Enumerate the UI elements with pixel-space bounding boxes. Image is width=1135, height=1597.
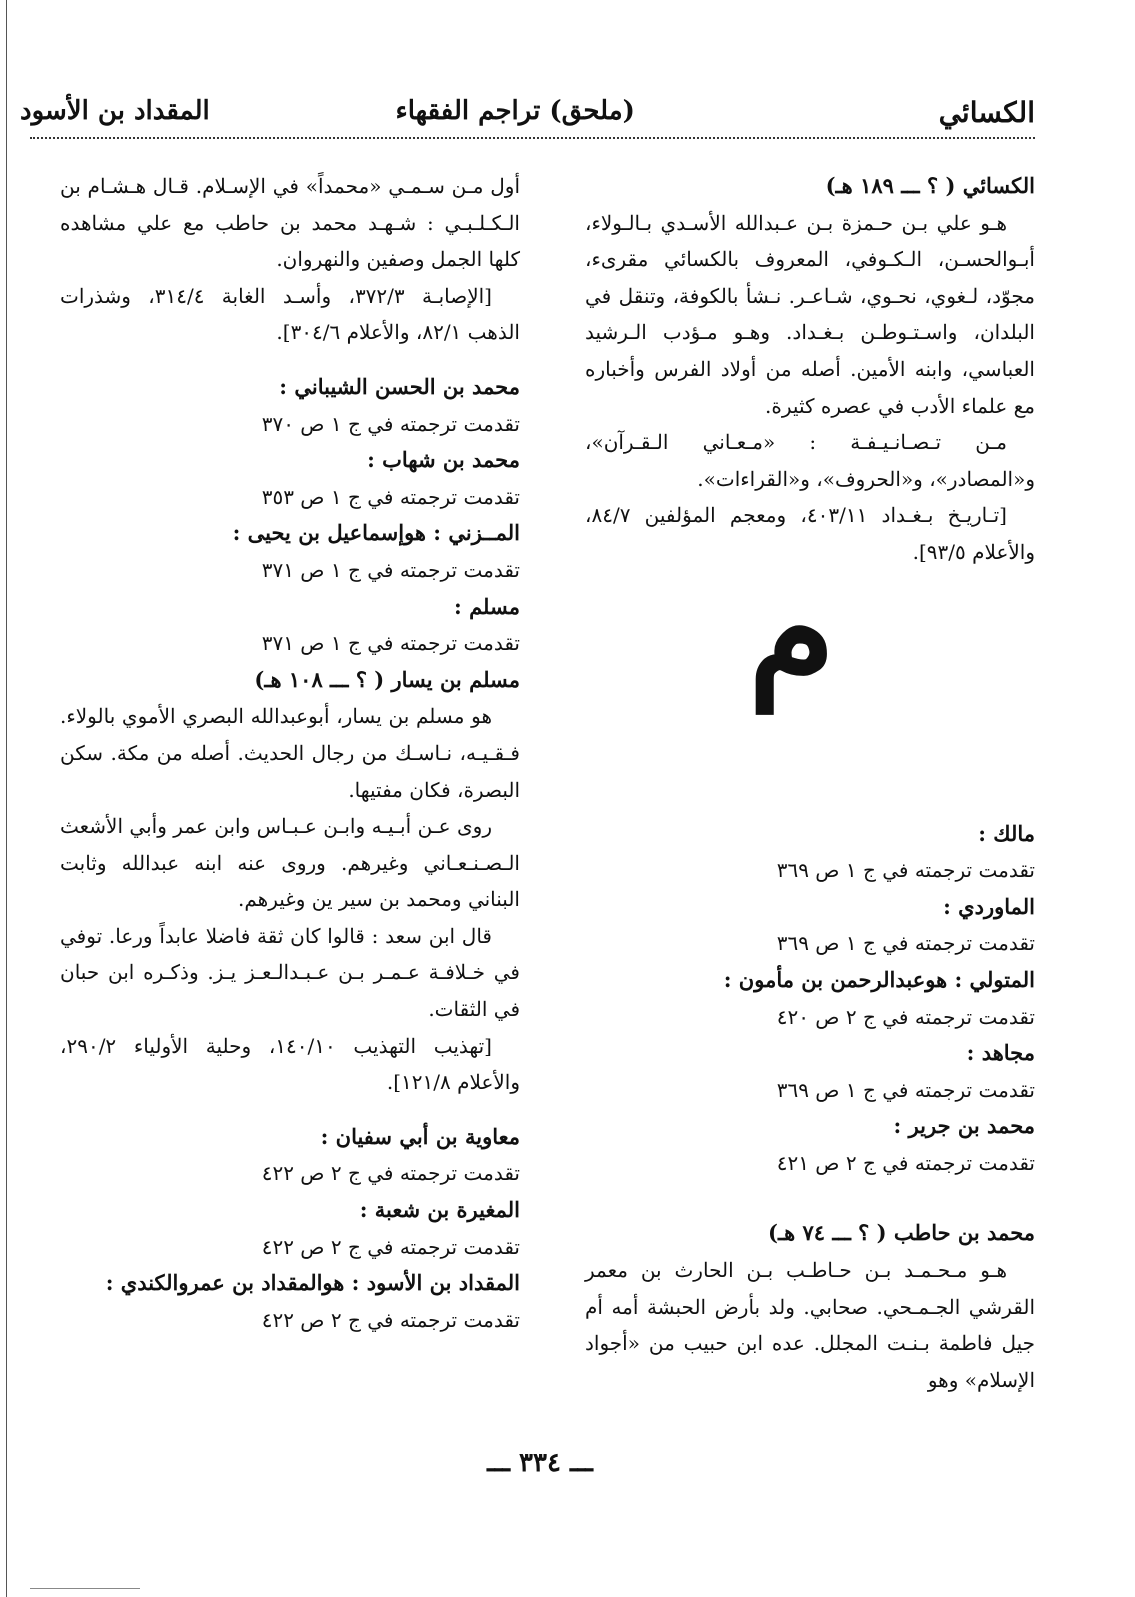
- entry-bio-yasar: هو مسلم بن يسار، أبوعبدالله البصري الأموي بالولاء. فـقـيـه، نـاسـك من رجال الحديث. أصله من مكة. سكن البصرة، فكان مفتيها.: [60, 704, 520, 802]
- entry-ref-shihab: تقدمت ترجمته في ج ١ ص ٣٥٣: [261, 484, 520, 509]
- entry-title-mutawalli: المتولي : هوعبدالرحمن بن مأمون :: [723, 966, 1035, 992]
- page-bottom-mark: [30, 1588, 140, 1589]
- entry-narr-yasar: روى عـن أبـيـه وابـن عـبـاس وابن عمر وأبي الأشعث الـصـنـعـاني وغيرهم. وروى عنه ابنه عبدالله وثابت البناني ومحمد بن سير ين وغيرهم.: [60, 814, 520, 912]
- entry-bio-kisai: هـو علي بـن حـمزة بـن عـبدالله الأسـدي بـالـولاء، أبـوالحسـن، الـكـوفي، المعروف بالكسائي مقرىء، مجوّد، لـغوي، نحـوي، شـاعـر. نـشأ بالكوفة، وتنقل في البلدان، واسـتـوطـن بـغـداد. وهـو مـؤدب الـرشيد العباسي، وابنه الأمين. أصله من أولاد الفرس وأخباره مع علماء الأدب في عصره كثيرة.: [585, 210, 1035, 418]
- entry-title-jarir: محمد بن جرير :: [893, 1113, 1035, 1139]
- section-letter: [585, 548, 1035, 816]
- header-center-title: (ملحق) تراجم الفقهاء: [395, 96, 635, 126]
- entry-title-yasar: مسلم بن يسار ( ؟ ـــ ١٠٨ هـ): [254, 666, 520, 692]
- entry-refs-kisai: [تـاريـخ بـغـداد ٤٠٣/١١، ومعجم المؤلفين ٨٤/٧، والأعلام ٩٣/٥].: [585, 503, 1035, 564]
- entry-title-malik: مالك :: [978, 820, 1035, 846]
- header-right-title: الكسائي: [938, 96, 1035, 129]
- entry-ref-mujahid: تقدمت ترجمته في ج ١ ص ٣٦٩: [776, 1077, 1035, 1102]
- entry-ref-mawardi: تقدمت ترجمته في ج ١ ص ٣٦٩: [776, 931, 1035, 956]
- entry-title-mujahid: مجاهد :: [966, 1040, 1035, 1066]
- entry-bio-hatib: هـو مـحـمـد بـن حـاطـب بـن الحارث بن معمر القرشي الجـمـحي. صحابي. ولد بأرض الحبشة أمه أم جيل فاطمة بـنـت المجلل. عده ابن حبيب من «أجواد الإسلام» وهو: [585, 1258, 1035, 1392]
- entry-title-kisai: الكسائي ( ؟ ـــ ١٨٩ هـ): [825, 173, 1035, 198]
- entry-refs-hatib: [الإصابـة ٣٧٢/٣، وأسـد الغابة ٣١٤/٤، وشذرات الذهب ٨٢/١، والأعلام ٣٠٤/٦].: [60, 283, 520, 345]
- entry-ref-muzani: تقدمت ترجمته في ج ١ ص ٣٧١: [261, 557, 520, 582]
- entry-ref-jarir: تقدمت ترجمته في ج ٢ ص ٤٢١: [776, 1150, 1035, 1175]
- entry-ref-shaybani: تقدمت ترجمته في ج ١ ص ٣٧٠: [261, 411, 520, 436]
- entry-ref-malik: تقدمت ترجمته في ج ١ ص ٣٦٩: [776, 858, 1035, 883]
- entry-title-shihab: محمد بن شهاب :: [367, 447, 520, 473]
- header-left-title: المقداد بن الأسود: [20, 96, 210, 126]
- entry-ref-miqdad: تقدمت ترجمته في ج ٢ ص ٤٢٢: [261, 1307, 520, 1332]
- entry-title-muzani: المــزني : هوإسماعيل بن يحيى :: [232, 520, 520, 546]
- entry-ref-mutawalli: تقدمت ترجمته في ج ٢ ص ٤٢٠: [776, 1004, 1035, 1029]
- entry-title-muslim: مسلم :: [454, 593, 520, 619]
- header-dotted-rule: [30, 137, 1035, 139]
- entry-ref-mughira: تقدمت ترجمته في ج ٢ ص ٤٢٢: [261, 1234, 520, 1259]
- entry-ref-muslim: تقدمت ترجمته في ج ١ ص ٣٧١: [261, 631, 520, 656]
- entry-title-hatib: محمد بن حاطب ( ؟ ـــ ٧٤ هـ): [768, 1220, 1035, 1246]
- section-letter-glyph: م: [748, 548, 835, 713]
- entry-title-shaybani: محمد بن الحسن الشيباني :: [279, 373, 520, 399]
- entry-death-yasar: قال ابن سعد : قالوا كان ثقة فاضلا عابداً ورعا. توفي في خـلافـة عـمـر بـن عـبـدالـعـز يـز. وذكـره ابن حبان في الثقات.: [60, 923, 520, 1022]
- entry-title-mughira: المغيرة بن شعبة :: [359, 1197, 520, 1223]
- right-column: [585, 168, 1035, 1398]
- entry-title-mawardi: الماوردي :: [943, 893, 1035, 919]
- entry-works-kisai: مـن تـصـانـيـفـة : «مـعـاني الـقـرآن»، و«المصادر»، و«الحروف»، و«القراءات».: [585, 430, 1035, 491]
- page-number: ـــ ٣٣٤ ـــ: [487, 1448, 593, 1478]
- entry-bio-hatib-cont: أول مـن سـمـي «محمداً» في الإسـلام. قـال هـشـام بن الـكـلـبـي : شـهـد محمد بن حاطب مع علي مشاهده كلها الجمل وصفين والنهروان.: [60, 174, 520, 272]
- entry-title-muawiya: معاوية بن أبي سفيان :: [320, 1123, 520, 1149]
- running-header: [20, 96, 1035, 136]
- left-column: [60, 168, 520, 1338]
- entry-title-miqdad: المقداد بن الأسود : هوالمقداد بن عمروالكندي :: [105, 1270, 520, 1296]
- page-edge-line: [6, 0, 7, 1597]
- entry-refs-yasar: [تهذيب التهذيب ١٤٠/١٠، وحلية الأولياء ٢٩٠/٢، والأعلام ١٢١/٨].: [60, 1033, 520, 1095]
- entry-ref-muawiya: تقدمت ترجمته في ج ٢ ص ٤٢٢: [261, 1161, 520, 1186]
